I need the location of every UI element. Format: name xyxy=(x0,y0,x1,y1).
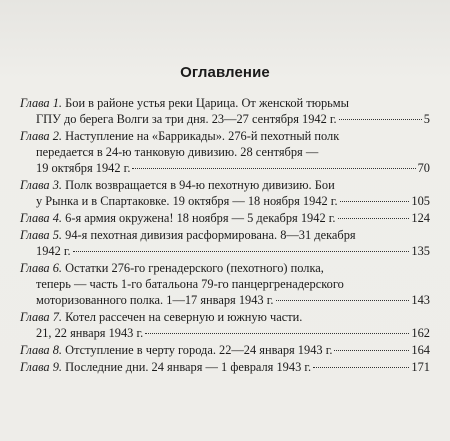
page-number: 70 xyxy=(417,160,430,175)
chapter-title-text: Последние дни. 24 января — 1 февраля 1943 г. xyxy=(65,360,312,374)
chapter-title-text: 1942 г. xyxy=(36,243,71,258)
page-number: 124 xyxy=(411,210,430,225)
toc-entry-line xyxy=(20,129,430,145)
page-number: 5 xyxy=(423,111,430,126)
page-number: 135 xyxy=(411,243,430,258)
table-of-contents-title: Оглавление xyxy=(180,64,270,81)
chapter-label: Глава 8. xyxy=(20,342,63,357)
toc-entry-line xyxy=(20,244,430,260)
toc-entry-line xyxy=(20,360,430,376)
chapter-title-text: Котел рассечен на северную и южную части. xyxy=(65,309,303,324)
toc-entry xyxy=(20,211,430,227)
chapter-title-text: ГПУ до берега Волги за три дня. 23—27 сентября 1942 г. xyxy=(36,111,337,126)
toc-entry-line xyxy=(20,310,430,326)
toc-entry-line xyxy=(20,194,430,210)
page-number: 162 xyxy=(411,325,430,340)
toc-entry-line xyxy=(20,112,430,128)
toc-entry xyxy=(20,360,430,376)
page-number: 164 xyxy=(411,342,430,357)
show-through-text xyxy=(0,0,450,34)
chapter-title-text: 6-я армия окружена! 18 ноября — 5 декабря 1942 г. xyxy=(65,210,336,225)
toc-entry xyxy=(20,96,430,128)
chapter-title-text: Отступление в черту города. 22—24 января 1943 г. xyxy=(65,342,333,357)
chapter-title-text: у Рынка и в Спартаковке. 19 октября — 18 ноября 1942 г. xyxy=(36,193,338,208)
chapter-title-text: 94-я пехотная дивизия расформирована. 8—31 декабря xyxy=(65,228,356,242)
dot-leader xyxy=(145,333,409,334)
toc-entry-line xyxy=(20,211,430,227)
chapter-label: Глава 6. xyxy=(20,261,63,275)
toc-entry-line xyxy=(20,145,430,161)
toc-entry xyxy=(20,228,430,260)
chapter-label: Глава 4. xyxy=(20,210,63,225)
toc-entry xyxy=(20,261,430,309)
page-number: 171 xyxy=(411,360,430,374)
chapter-title-text: Остатки 276-го гренадерского (пехотного) полка, xyxy=(65,261,324,275)
page-number: 143 xyxy=(411,292,430,307)
chapter-label: Глава 9. xyxy=(20,360,63,374)
toc-entry-line xyxy=(20,161,430,177)
toc-entry-line xyxy=(20,178,430,194)
toc-entry xyxy=(20,129,430,177)
dot-leader xyxy=(334,350,409,351)
dot-leader xyxy=(276,300,410,301)
chapter-label: Глава 1. xyxy=(20,96,63,110)
page-number: 105 xyxy=(411,193,430,208)
chapter-title-text: 21, 22 января 1943 г. xyxy=(36,325,144,340)
chapter-title-text: Полк возвращается в 94-ю пехотную дивизию. Бои xyxy=(65,177,335,192)
chapter-title-text: теперь — часть 1-го батальона 79-го панцергренадерского xyxy=(36,276,344,291)
dot-leader xyxy=(339,119,422,120)
dot-leader xyxy=(313,367,409,368)
dot-leader xyxy=(132,168,415,169)
chapter-label: Глава 2. xyxy=(20,129,63,143)
toc-entry-line xyxy=(20,293,430,309)
chapter-label: Глава 5. xyxy=(20,228,63,242)
dot-leader xyxy=(338,218,410,219)
chapter-title-text: Наступление на «Баррикады». 276-й пехотный полк xyxy=(65,129,340,143)
toc-entry-line xyxy=(20,96,430,112)
dot-leader xyxy=(73,251,410,252)
toc-entry-line xyxy=(20,228,430,244)
chapter-title-text: 19 октября 1942 г. xyxy=(36,160,131,175)
chapter-title-text: Бои в районе устья реки Царица. От женской тюрьмы xyxy=(65,96,349,110)
toc-entry-line xyxy=(20,277,430,293)
table-of-contents xyxy=(20,96,430,377)
toc-entry xyxy=(20,310,430,342)
toc-entry-line xyxy=(20,326,430,342)
chapter-title-text: передается в 24-ю танковую дивизию. 28 сентября — xyxy=(36,144,319,159)
dot-leader xyxy=(340,201,410,202)
chapter-label: Глава 3. xyxy=(20,177,63,192)
toc-entry xyxy=(20,178,430,210)
toc-entry xyxy=(20,343,430,359)
chapter-label: Глава 7. xyxy=(20,309,63,324)
toc-entry-line xyxy=(20,343,430,359)
chapter-title-text: моторизованного полка. 1—17 января 1943 г. xyxy=(36,292,274,307)
toc-entry-line xyxy=(20,261,430,277)
